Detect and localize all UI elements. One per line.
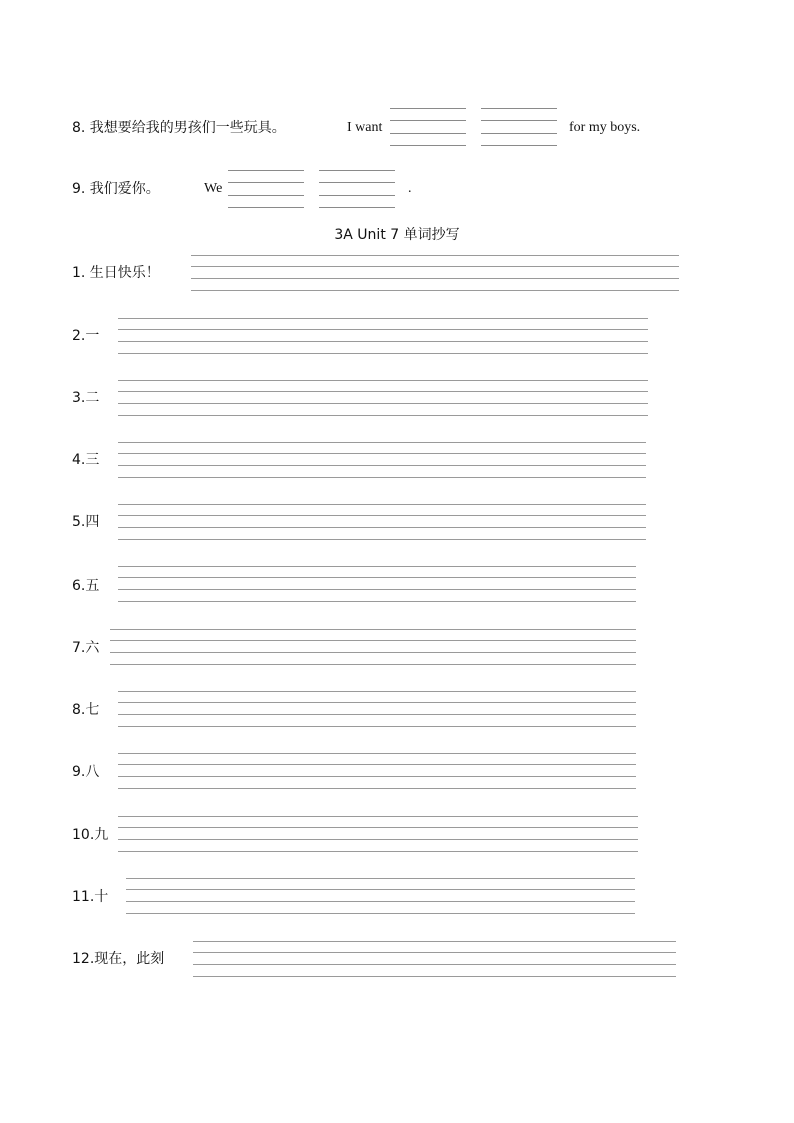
question-9-prompt: 9. 我们爱你。 [72, 181, 160, 197]
writing-lines[interactable] [118, 318, 648, 354]
answer-blank-9a[interactable] [228, 170, 304, 208]
item-label: 3.二 [72, 390, 100, 406]
answer-blank-9b[interactable] [319, 170, 395, 208]
writing-lines[interactable] [118, 566, 636, 602]
question-9-prefix: We [204, 181, 223, 196]
writing-lines[interactable] [118, 753, 636, 789]
writing-lines[interactable] [193, 941, 676, 977]
section-title: 3A Unit 7 单词抄写 [334, 227, 460, 243]
item-label: 6.五 [72, 578, 100, 594]
writing-lines[interactable] [118, 442, 646, 478]
question-8-prefix: I want [347, 120, 383, 135]
writing-lines[interactable] [191, 255, 679, 291]
item-label: 8.七 [72, 702, 100, 718]
answer-blank-8a[interactable] [390, 108, 466, 146]
writing-lines[interactable] [118, 691, 636, 727]
item-label: 4.三 [72, 452, 100, 468]
item-label: 12.现在，此刻 [72, 951, 165, 967]
question-9-suffix: . [408, 181, 412, 196]
answer-blank-8b[interactable] [481, 108, 557, 146]
item-label: 11.十 [72, 889, 109, 905]
writing-lines[interactable] [110, 629, 636, 665]
writing-lines[interactable] [118, 504, 646, 540]
question-8-prompt: 8. 我想要给我的男孩们一些玩具。 [72, 120, 286, 136]
item-label: 1. 生日快乐！ [72, 265, 160, 281]
writing-lines[interactable] [126, 878, 635, 914]
item-label: 10.九 [72, 827, 109, 843]
item-label: 2.一 [72, 328, 100, 344]
item-label: 5.四 [72, 514, 100, 530]
question-8-suffix: for my boys. [569, 120, 641, 135]
writing-lines[interactable] [118, 816, 638, 852]
item-label: 9.八 [72, 764, 100, 780]
writing-lines[interactable] [118, 380, 648, 416]
item-label: 7.六 [72, 640, 100, 656]
